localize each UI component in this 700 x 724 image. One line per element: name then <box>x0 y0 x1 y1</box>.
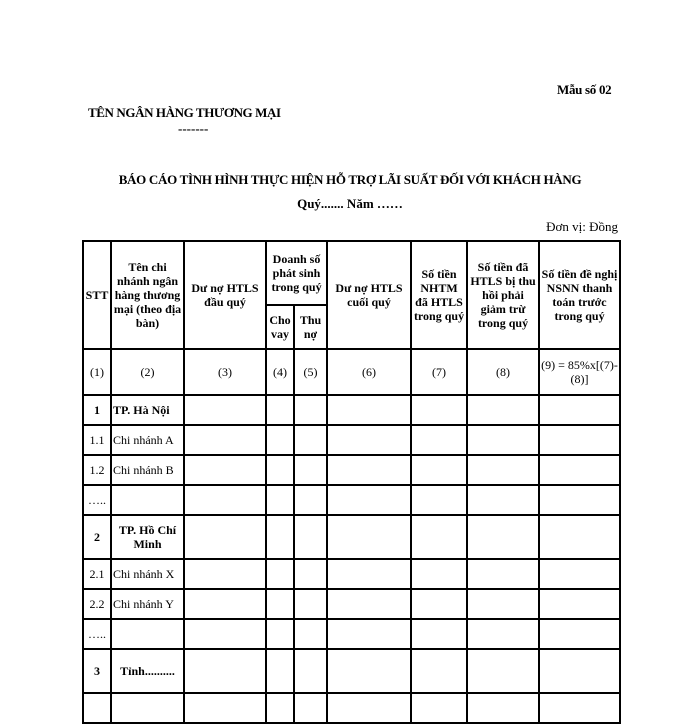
cell-closing-debt <box>327 619 411 649</box>
row-stt: ….. <box>83 619 111 649</box>
table-row <box>83 693 620 723</box>
bank-name: TÊN NGÂN HÀNG THƯƠNG MẠI <box>88 105 281 120</box>
cell-recovered <box>467 455 539 485</box>
row-stt: ….. <box>83 485 111 515</box>
cell-closing-debt <box>327 425 411 455</box>
cell-collect <box>294 619 327 649</box>
cell-support-amount <box>411 559 467 589</box>
cell-lend <box>266 649 294 693</box>
cell-collect <box>294 425 327 455</box>
row-name <box>111 619 184 649</box>
cell-lend <box>266 619 294 649</box>
cell-closing-debt <box>327 485 411 515</box>
cell-closing-debt <box>327 455 411 485</box>
cell-lend <box>266 589 294 619</box>
cell-request <box>539 589 620 619</box>
table-row <box>83 455 620 485</box>
cell-request <box>539 619 620 649</box>
cell-opening-debt <box>184 619 266 649</box>
header-turnover: Doanh số phát sinh trong quý <box>266 241 327 305</box>
cell-support-amount <box>411 425 467 455</box>
cell-closing-debt <box>327 559 411 589</box>
cell-collect <box>294 693 327 723</box>
cell-collect <box>294 589 327 619</box>
column-number: (1) <box>83 349 111 395</box>
cell-recovered <box>467 485 539 515</box>
cell-collect <box>294 515 327 559</box>
cell-opening-debt <box>184 395 266 425</box>
row-name: TP. Hồ Chí Minh <box>111 515 184 559</box>
cell-opening-debt <box>184 693 266 723</box>
cell-closing-debt <box>327 693 411 723</box>
table-row <box>83 619 620 649</box>
column-number: (4) <box>266 349 294 395</box>
cell-collect <box>294 559 327 589</box>
cell-request <box>539 455 620 485</box>
cell-closing-debt <box>327 515 411 559</box>
cell-collect <box>294 649 327 693</box>
cell-opening-debt <box>184 425 266 455</box>
header-row-1 <box>83 241 620 305</box>
header-stt: STT <box>83 241 111 349</box>
row-name: Chi nhánh B <box>111 455 184 485</box>
row-name: Chi nhánh A <box>111 425 184 455</box>
header-branch-name: Tên chi nhánh ngân hàng thương mại (theo địa bàn) <box>111 241 184 349</box>
cell-lend <box>266 455 294 485</box>
report-title: BÁO CÁO TÌNH HÌNH THỰC HIỆN HỖ TRỢ LÃI SUẤT ĐỐI VỚI KHÁCH HÀNG <box>118 172 582 187</box>
cell-collect <box>294 395 327 425</box>
row-stt: 2 <box>83 515 111 559</box>
cell-support-amount <box>411 693 467 723</box>
row-name <box>111 485 184 515</box>
row-name: TP. Hà Nội <box>111 395 184 425</box>
cell-closing-debt <box>327 649 411 693</box>
report-period: Quý....... Năm …… <box>297 196 403 211</box>
currency-unit: Đơn vị: Đồng <box>546 219 618 234</box>
row-stt: 1 <box>83 395 111 425</box>
column-number-row <box>83 349 620 395</box>
cell-request <box>539 649 620 693</box>
cell-lend <box>266 559 294 589</box>
cell-request <box>539 515 620 559</box>
row-stt <box>83 693 111 723</box>
cell-collect <box>294 455 327 485</box>
cell-closing-debt <box>327 395 411 425</box>
header-closing-debt: Dư nợ HTLS cuối quý <box>327 241 411 349</box>
cell-recovered <box>467 649 539 693</box>
cell-lend <box>266 485 294 515</box>
cell-recovered <box>467 589 539 619</box>
column-number-formula: (9) = 85%x[(7)-(8)] <box>539 349 620 395</box>
cell-request <box>539 559 620 589</box>
table-row <box>83 395 620 425</box>
header-recovered-amount: Số tiền đã HTLS bị thu hồi phải giảm trừ trong quý <box>467 241 539 349</box>
header-support-amount: Số tiền NHTM đã HTLS trong quý <box>411 241 467 349</box>
column-number: (5) <box>294 349 327 395</box>
cell-recovered <box>467 515 539 559</box>
row-stt: 2.1 <box>83 559 111 589</box>
table-row <box>83 485 620 515</box>
cell-request <box>539 485 620 515</box>
table-row <box>83 425 620 455</box>
cell-request <box>539 693 620 723</box>
column-number: (6) <box>327 349 411 395</box>
table-row <box>83 515 620 559</box>
cell-request <box>539 425 620 455</box>
row-name: Chi nhánh Y <box>111 589 184 619</box>
cell-lend <box>266 395 294 425</box>
report-table <box>82 240 621 724</box>
cell-opening-debt <box>184 589 266 619</box>
cell-support-amount <box>411 485 467 515</box>
cell-recovered <box>467 619 539 649</box>
header-opening-debt: Dư nợ HTLS đầu quý <box>184 241 266 349</box>
cell-support-amount <box>411 395 467 425</box>
cell-support-amount <box>411 455 467 485</box>
cell-recovered <box>467 559 539 589</box>
table-row <box>83 589 620 619</box>
cell-recovered <box>467 425 539 455</box>
row-stt: 2.2 <box>83 589 111 619</box>
cell-recovered <box>467 395 539 425</box>
cell-closing-debt <box>327 589 411 619</box>
column-number: (7) <box>411 349 467 395</box>
header-lend: Cho vay <box>266 305 294 349</box>
column-number: (2) <box>111 349 184 395</box>
cell-request <box>539 395 620 425</box>
row-stt: 1.2 <box>83 455 111 485</box>
cell-opening-debt <box>184 455 266 485</box>
row-name <box>111 693 184 723</box>
cell-opening-debt <box>184 559 266 589</box>
cell-lend <box>266 693 294 723</box>
cell-support-amount <box>411 649 467 693</box>
row-name: Tỉnh.......... <box>111 649 184 693</box>
cell-opening-debt <box>184 515 266 559</box>
row-name: Chi nhánh X <box>111 559 184 589</box>
cell-support-amount <box>411 589 467 619</box>
row-stt: 3 <box>83 649 111 693</box>
cell-support-amount <box>411 515 467 559</box>
form-number: Mẫu số 02 <box>557 82 612 97</box>
header-payment-request: Số tiền đề nghị NSNN thanh toán trước trong quý <box>539 241 620 349</box>
column-number: (3) <box>184 349 266 395</box>
cell-opening-debt <box>184 649 266 693</box>
cell-recovered <box>467 693 539 723</box>
row-stt: 1.1 <box>83 425 111 455</box>
column-number: (8) <box>467 349 539 395</box>
cell-collect <box>294 485 327 515</box>
cell-lend <box>266 425 294 455</box>
cell-lend <box>266 515 294 559</box>
cell-opening-debt <box>184 485 266 515</box>
table-row <box>83 649 620 693</box>
cell-support-amount <box>411 619 467 649</box>
table-row <box>83 559 620 589</box>
header-collect: Thu nợ <box>294 305 327 349</box>
bank-name-underline: ------- <box>178 121 209 136</box>
